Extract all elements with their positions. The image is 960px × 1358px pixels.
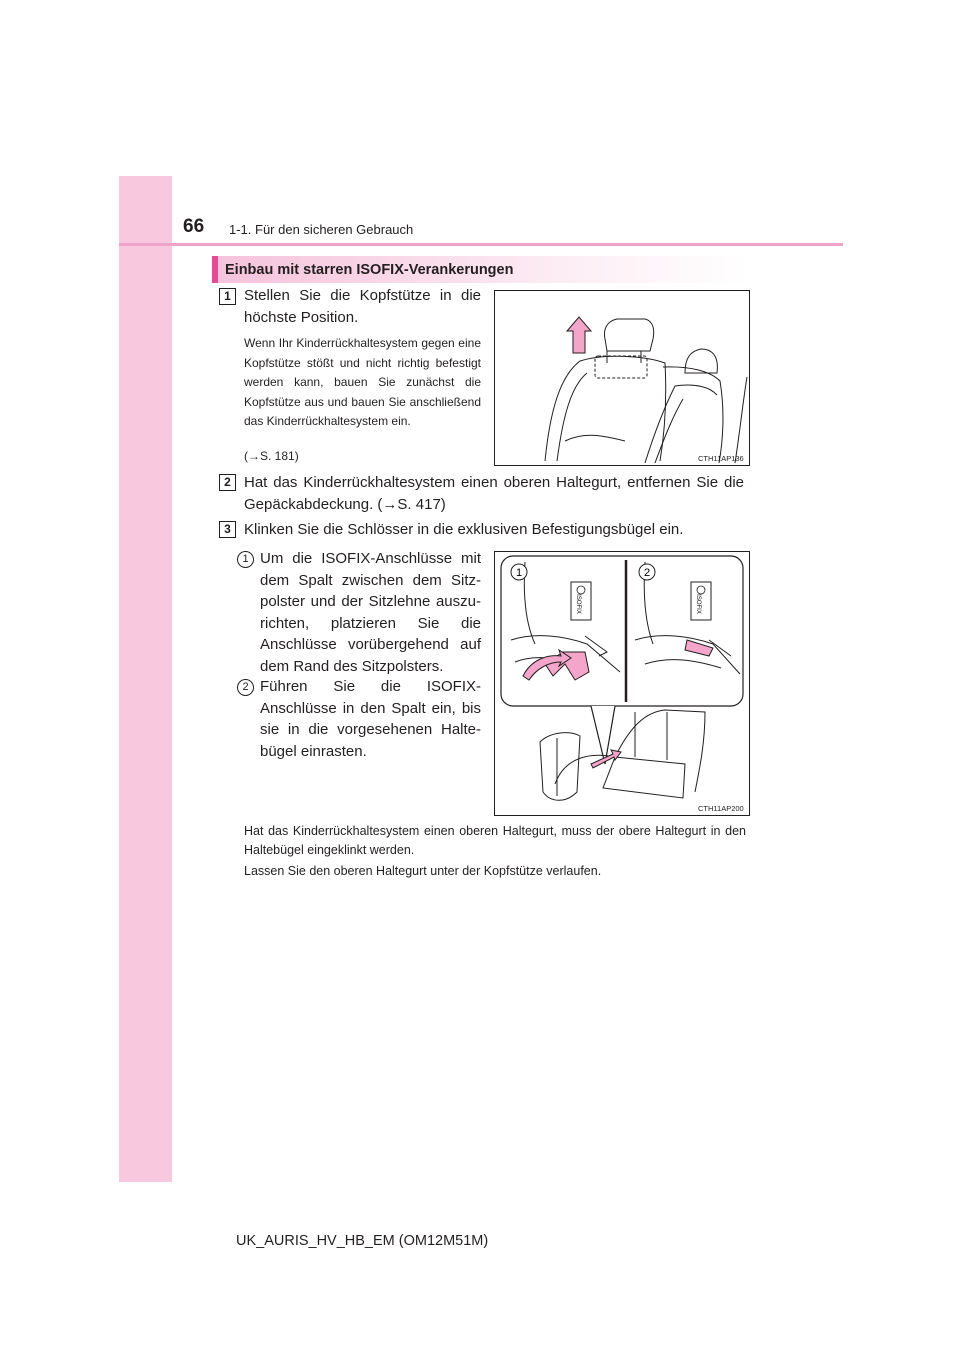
- substep-2-text: Führen Sie die ISOFIX-Anschlüsse in den Spalt ein, bis sie in die vorgesehenen Halte-bügel einrasten.: [260, 678, 481, 760]
- header-rule: [119, 243, 843, 246]
- figure-code: CTH11AP136: [698, 454, 744, 463]
- substep-1-text: Um die ISOFIX-Anschlüsse mit dem Spalt zwischen dem Sitz-polster und der Sitzlehne auszu-richten, platzieren Sie die Anschlüsse vorübergehend auf dem Rand des Sitzpolsters.: [260, 550, 481, 675]
- step-2-number: 2: [219, 474, 236, 491]
- isofix-tag-right: ISOFIX: [695, 594, 701, 614]
- substep-1-number: 1: [237, 551, 254, 568]
- step-1-number: 1: [219, 288, 236, 305]
- side-band: [119, 176, 172, 1182]
- figure-code: CTH11AP200: [698, 804, 744, 813]
- step-1-text: Stellen Sie die Kopfstütze in die höchste Position.: [244, 287, 481, 326]
- step-2-text: Hat das Kinderrückhaltesystem einen oberen Haltegurt, entfernen Sie die Gepäckabdeckung. (→S. 417): [244, 474, 744, 513]
- headrest-illustration: [495, 291, 749, 465]
- substep-2-number: 2: [237, 679, 254, 696]
- section-heading-bar: [212, 256, 750, 283]
- footer-code: UK_AURIS_HV_HB_EM (OM12M51M): [236, 1233, 489, 1249]
- step-3-text: Klinken Sie die Schlösser in die exklusiven Befestigungsbügel ein.: [244, 521, 684, 538]
- isofix-tag-left: ISOFIX: [575, 594, 581, 614]
- step-3-number: 3: [219, 521, 236, 538]
- section-heading: Einbau mit starren ISOFIX-Verankerungen: [225, 262, 514, 278]
- step-1-note-ref: (→S. 181): [244, 449, 299, 463]
- section-title: 1-1. Für den sicheren Gebrauch: [229, 222, 414, 237]
- figure-label-2: 2: [643, 567, 651, 579]
- figure-label-1: 1: [515, 567, 523, 579]
- step-1-note: Wenn Ihr Kinderrückhaltesystem gegen eine Kopfstütze stößt und nicht richtig befestigt werden kann, bauen Sie zunächst die Kopfstütze aus und bauen Sie anschließend das Kinderrückhaltesystem ein.: [244, 336, 481, 428]
- section-accent: [212, 256, 218, 283]
- note-2: Lassen Sie den oberen Haltegurt unter der Kopfstütze verlaufen.: [244, 864, 602, 878]
- isofix-illustration: [495, 552, 749, 815]
- note-1: Hat das Kinderrückhaltesystem einen oberen Haltegurt, muss der obere Haltegurt in den Haltebügel eingeklinkt werden.: [244, 824, 746, 857]
- headrest-figure: [494, 290, 750, 466]
- page-number: 66: [183, 216, 205, 237]
- isofix-figure: [494, 551, 750, 816]
